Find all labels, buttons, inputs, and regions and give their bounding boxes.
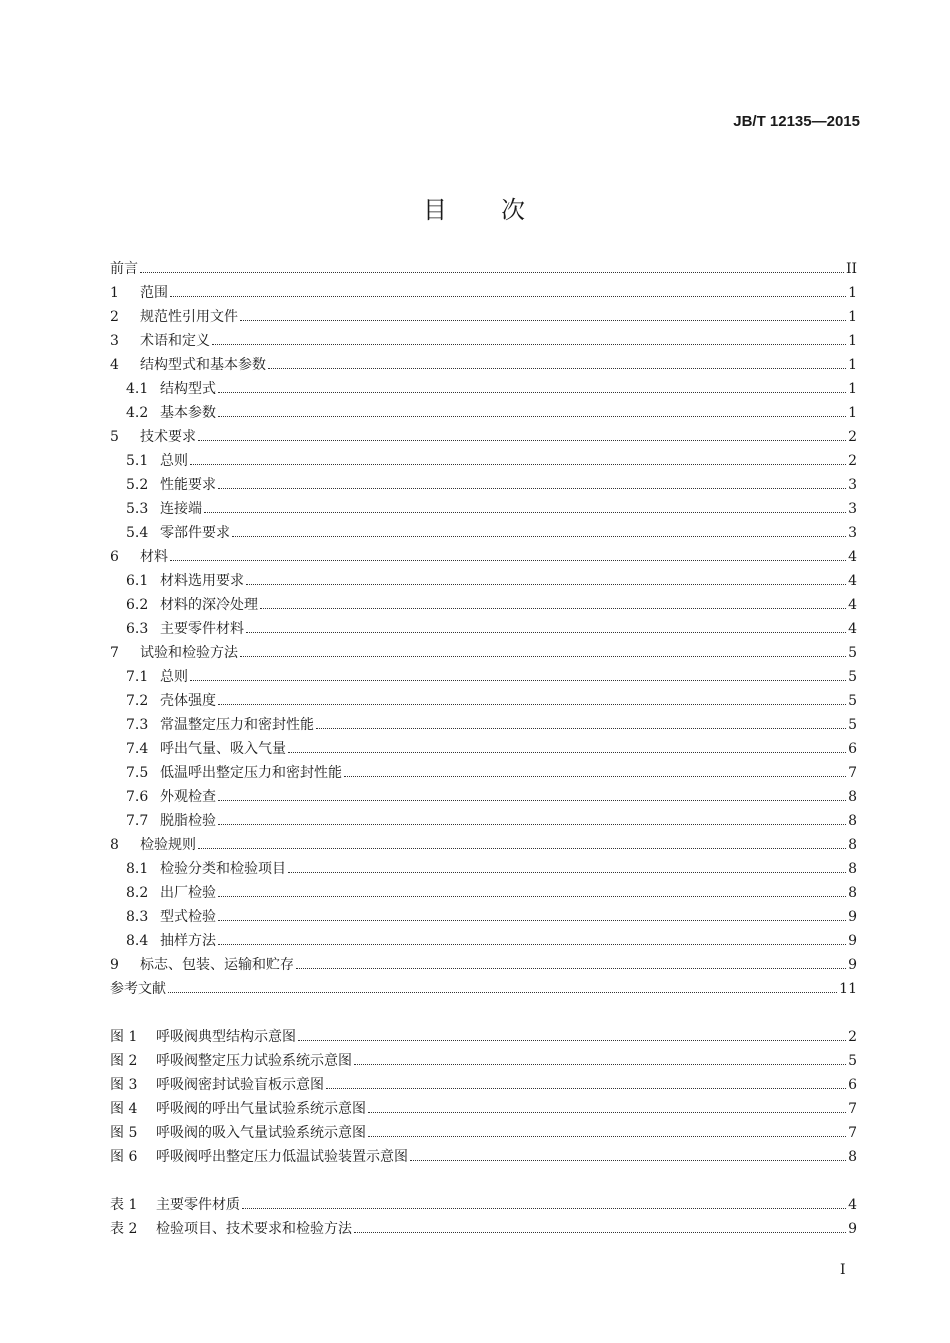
toc-entry-label: 前言 — [110, 261, 138, 277]
toc-entry-number: 图 2 — [110, 1053, 138, 1069]
toc-entry-page: 9 — [848, 1221, 857, 1237]
dot-leader — [316, 728, 846, 729]
toc-entry-page: 5 — [848, 693, 857, 709]
dot-leader — [344, 776, 846, 777]
title-char-1: 目 — [423, 196, 449, 224]
toc-entry-page: 9 — [848, 933, 857, 949]
toc-entry[interactable] — [110, 301, 857, 325]
toc-entry-page: 1 — [848, 357, 857, 373]
toc-entry[interactable] — [110, 781, 857, 805]
dot-leader — [288, 752, 846, 753]
toc-entry[interactable] — [110, 709, 857, 733]
toc-entry-page: 4 — [848, 597, 857, 613]
toc-entry-label: 检验分类和检验项目 — [160, 861, 286, 877]
dot-leader — [140, 272, 844, 273]
toc-entry[interactable] — [110, 733, 857, 757]
toc-entry[interactable] — [110, 373, 857, 397]
toc-entry-label: 试验和检验方法 — [140, 645, 238, 661]
toc-entry-number: 7.4 — [126, 741, 149, 757]
toc-entry[interactable] — [110, 277, 857, 301]
toc-entry-number: 图 4 — [110, 1101, 138, 1117]
dot-leader — [198, 440, 846, 441]
toc-entry-number: 图 1 — [110, 1029, 138, 1045]
toc-entry[interactable] — [110, 757, 857, 781]
toc-entry-label: 零部件要求 — [160, 525, 230, 541]
toc-entry-number: 表 2 — [110, 1221, 138, 1237]
toc-entry[interactable] — [110, 589, 857, 613]
toc-entry[interactable] — [110, 469, 857, 493]
toc-entry-label: 材料 — [140, 549, 168, 565]
toc-entry-page: 8 — [848, 885, 857, 901]
toc-entry-label: 呼吸阀呼出整定压力低温试验装置示意图 — [156, 1149, 408, 1165]
toc-entry-label: 脱脂检验 — [160, 813, 216, 829]
toc-entry-page: 5 — [848, 1053, 857, 1069]
toc-entry-label: 基本参数 — [160, 405, 216, 421]
toc-entry-page: 5 — [848, 645, 857, 661]
dot-leader — [232, 536, 846, 537]
toc-entry-number: 5.3 — [126, 501, 149, 517]
toc-figure-list — [110, 1021, 857, 1165]
toc-entry-label: 呼吸阀典型结构示意图 — [156, 1029, 296, 1045]
toc-entry-number: 7.6 — [126, 789, 149, 805]
dot-leader — [212, 344, 846, 345]
figure-entry[interactable] — [110, 1117, 857, 1141]
toc-entry-number: 8.2 — [126, 885, 149, 901]
toc-entry-page: 1 — [848, 381, 857, 397]
toc-entry-label: 低温呼出整定压力和密封性能 — [160, 765, 342, 781]
toc-entry-page: 1 — [848, 309, 857, 325]
toc-entry-number: 7.7 — [126, 813, 149, 829]
toc-entry-page: 3 — [848, 477, 857, 493]
toc-entry-page: 9 — [848, 909, 857, 925]
figure-entry[interactable] — [110, 1141, 857, 1165]
dot-leader — [246, 584, 846, 585]
dot-leader — [368, 1112, 846, 1113]
toc-entry-page: 3 — [848, 525, 857, 541]
toc-entry-label: 壳体强度 — [160, 693, 216, 709]
page-number: I — [840, 1262, 846, 1278]
toc-entry[interactable] — [110, 685, 857, 709]
toc-entry[interactable] — [110, 949, 857, 973]
toc-entry-label: 性能要求 — [160, 477, 216, 493]
dot-leader — [260, 608, 846, 609]
toc-entry[interactable] — [110, 445, 857, 469]
dot-leader — [240, 320, 846, 321]
toc-entry[interactable] — [110, 613, 857, 637]
dot-leader — [218, 896, 846, 897]
toc-entry-number: 4.2 — [126, 405, 149, 421]
toc-entry[interactable] — [110, 397, 857, 421]
toc-entry-number: 6.3 — [126, 621, 149, 637]
toc-entry-page: 8 — [848, 813, 857, 829]
toc-entry-page: 6 — [848, 1077, 857, 1093]
toc-entry-page: 2 — [848, 1029, 857, 1045]
toc-entry-number: 7.5 — [126, 765, 149, 781]
toc-table-list — [110, 1189, 857, 1237]
dot-leader — [218, 416, 846, 417]
page-title — [0, 190, 950, 225]
dot-leader — [218, 488, 846, 489]
dot-leader — [246, 632, 846, 633]
toc-entry-number: 5.4 — [126, 525, 149, 541]
toc-entry-number: 表 1 — [110, 1197, 138, 1213]
toc-entry-page: 2 — [848, 429, 857, 445]
toc-entry[interactable] — [110, 541, 857, 565]
toc-entry-number: 8 — [110, 837, 119, 853]
toc-entry-label: 出厂检验 — [160, 885, 216, 901]
toc-entry-page: 4 — [848, 549, 857, 565]
table-entry[interactable] — [110, 1189, 857, 1213]
toc-entry-page: 6 — [848, 741, 857, 757]
toc-entry-label: 连接端 — [160, 501, 202, 517]
toc-entry-page: 4 — [848, 1197, 857, 1213]
toc-entry-number: 7 — [110, 645, 119, 661]
toc-entry[interactable] — [110, 253, 857, 277]
toc-entry-label: 主要零件材料 — [160, 621, 244, 637]
toc-entry-label: 结构型式和基本参数 — [140, 357, 266, 373]
toc-entry-page: 7 — [848, 765, 857, 781]
dot-leader — [190, 464, 846, 465]
toc-entry[interactable] — [110, 421, 857, 445]
dot-leader — [190, 680, 846, 681]
toc-entry[interactable] — [110, 493, 857, 517]
toc-entry-number: 8.1 — [126, 861, 149, 877]
figure-entry[interactable] — [110, 1093, 857, 1117]
dot-leader — [218, 824, 846, 825]
toc-entry-label: 总则 — [160, 669, 188, 685]
dot-leader — [410, 1160, 846, 1161]
toc-entry-label: 范围 — [140, 285, 168, 301]
dot-leader — [240, 656, 846, 657]
dot-leader — [170, 560, 846, 561]
toc-entry-page: 4 — [848, 621, 857, 637]
dot-leader — [204, 512, 846, 513]
toc-entry-number: 7.3 — [126, 717, 149, 733]
toc-entry-page: 9 — [848, 957, 857, 973]
dot-leader — [218, 920, 846, 921]
toc-entry[interactable] — [110, 805, 857, 829]
toc-entry-page: 1 — [848, 285, 857, 301]
toc-entry[interactable] — [110, 517, 857, 541]
dot-leader — [298, 1040, 846, 1041]
toc-entry-label: 主要零件材质 — [156, 1197, 240, 1213]
dot-leader — [288, 872, 846, 873]
toc-entry-number: 2 — [110, 309, 119, 325]
dot-leader — [198, 848, 846, 849]
toc-entry-page: 5 — [848, 717, 857, 733]
dot-leader — [268, 368, 846, 369]
toc-entry-number: 6.1 — [126, 573, 149, 589]
figure-entry[interactable] — [110, 1069, 857, 1093]
title-char-2: 次 — [501, 196, 527, 224]
dot-leader — [218, 392, 846, 393]
toc-main-list — [110, 253, 857, 997]
toc-entry-number: 图 6 — [110, 1149, 138, 1165]
toc-entry-number: 6.2 — [126, 597, 149, 613]
toc-entry-number: 1 — [110, 285, 119, 301]
figure-entry[interactable] — [110, 1021, 857, 1045]
dot-leader — [218, 800, 846, 801]
toc-entry-page: 7 — [848, 1101, 857, 1117]
dot-leader — [296, 968, 846, 969]
toc-entry-label: 抽样方法 — [160, 933, 216, 949]
toc-entry-label: 参考文献 — [110, 981, 166, 997]
toc-entry-page: 2 — [848, 453, 857, 469]
toc-entry-label: 呼出气量、吸入气量 — [160, 741, 286, 757]
toc-entry-page: 7 — [848, 1125, 857, 1141]
dot-leader — [326, 1088, 846, 1089]
toc-entry-page: 1 — [848, 405, 857, 421]
dot-leader — [170, 296, 846, 297]
toc-entry[interactable] — [110, 829, 857, 853]
toc-entry-number: 6 — [110, 549, 119, 565]
toc-entry-number: 3 — [110, 333, 119, 349]
toc-entry-page: 5 — [848, 669, 857, 685]
toc-entry[interactable] — [110, 637, 857, 661]
toc-entry-label: 外观检查 — [160, 789, 216, 805]
toc-entry[interactable] — [110, 973, 857, 997]
toc-entry[interactable] — [110, 325, 857, 349]
toc-entry-number: 图 5 — [110, 1125, 138, 1141]
toc-entry[interactable] — [110, 901, 857, 925]
toc-entry-number: 4 — [110, 357, 119, 373]
toc-entry-page: 8 — [848, 1149, 857, 1165]
table-entry[interactable] — [110, 1213, 857, 1237]
toc-entry-label: 规范性引用文件 — [140, 309, 238, 325]
dot-leader — [354, 1064, 846, 1065]
toc-entry-label: 标志、包装、运输和贮存 — [140, 957, 294, 973]
toc-entry[interactable] — [110, 349, 857, 373]
toc-entry-label: 型式检验 — [160, 909, 216, 925]
toc-entry-number: 5.2 — [126, 477, 149, 493]
toc-entry-label: 材料的深冷处理 — [160, 597, 258, 613]
toc-entry-page: 11 — [839, 981, 857, 997]
toc-entry-label: 技术要求 — [140, 429, 196, 445]
toc-entry-label: 总则 — [160, 453, 188, 469]
dot-leader — [242, 1208, 846, 1209]
toc-entry-number: 5 — [110, 429, 119, 445]
toc-entry-label: 检验项目、技术要求和检验方法 — [156, 1221, 352, 1237]
toc-entry-label: 结构型式 — [160, 381, 216, 397]
dot-leader — [218, 704, 846, 705]
toc-entry-page: 3 — [848, 501, 857, 517]
dot-leader — [218, 944, 846, 945]
dot-leader — [354, 1232, 846, 1233]
toc-entry-label: 材料选用要求 — [160, 573, 244, 589]
toc-entry-label: 呼吸阀密封试验盲板示意图 — [156, 1077, 324, 1093]
toc-entry-number: 图 3 — [110, 1077, 138, 1093]
figure-entry[interactable] — [110, 1045, 857, 1069]
toc-entry-page: 8 — [848, 861, 857, 877]
toc-entry-number: 9 — [110, 957, 119, 973]
toc-entry-label: 术语和定义 — [140, 333, 210, 349]
standard-code: JB/T 12135—2015 — [733, 113, 860, 130]
toc-entry-page: 8 — [848, 789, 857, 805]
toc-entry-number: 7.2 — [126, 693, 149, 709]
toc-entry[interactable] — [110, 853, 857, 877]
toc-entry-label: 呼吸阀整定压力试验系统示意图 — [156, 1053, 352, 1069]
toc-entry-page: II — [845, 261, 857, 277]
toc-entry-page: 1 — [848, 333, 857, 349]
toc-entry-page: 8 — [848, 837, 857, 853]
toc-entry-page: 4 — [848, 573, 857, 589]
dot-leader — [168, 992, 837, 993]
toc-entry[interactable] — [110, 925, 857, 949]
dot-leader — [368, 1136, 846, 1137]
toc-entry[interactable] — [110, 565, 857, 589]
toc-entry-label: 常温整定压力和密封性能 — [160, 717, 314, 733]
toc-entry-label: 呼吸阀的呼出气量试验系统示意图 — [156, 1101, 366, 1117]
toc-entry-label: 呼吸阀的吸入气量试验系统示意图 — [156, 1125, 366, 1141]
toc-entry-number: 4.1 — [126, 381, 149, 397]
toc-entry-number: 8.4 — [126, 933, 149, 949]
toc-entry[interactable] — [110, 877, 857, 901]
toc-entry-number: 8.3 — [126, 909, 149, 925]
toc-entry-number: 5.1 — [126, 453, 149, 469]
toc-entry-label: 检验规则 — [140, 837, 196, 853]
toc-entry-number: 7.1 — [126, 669, 149, 685]
toc-entry[interactable] — [110, 661, 857, 685]
